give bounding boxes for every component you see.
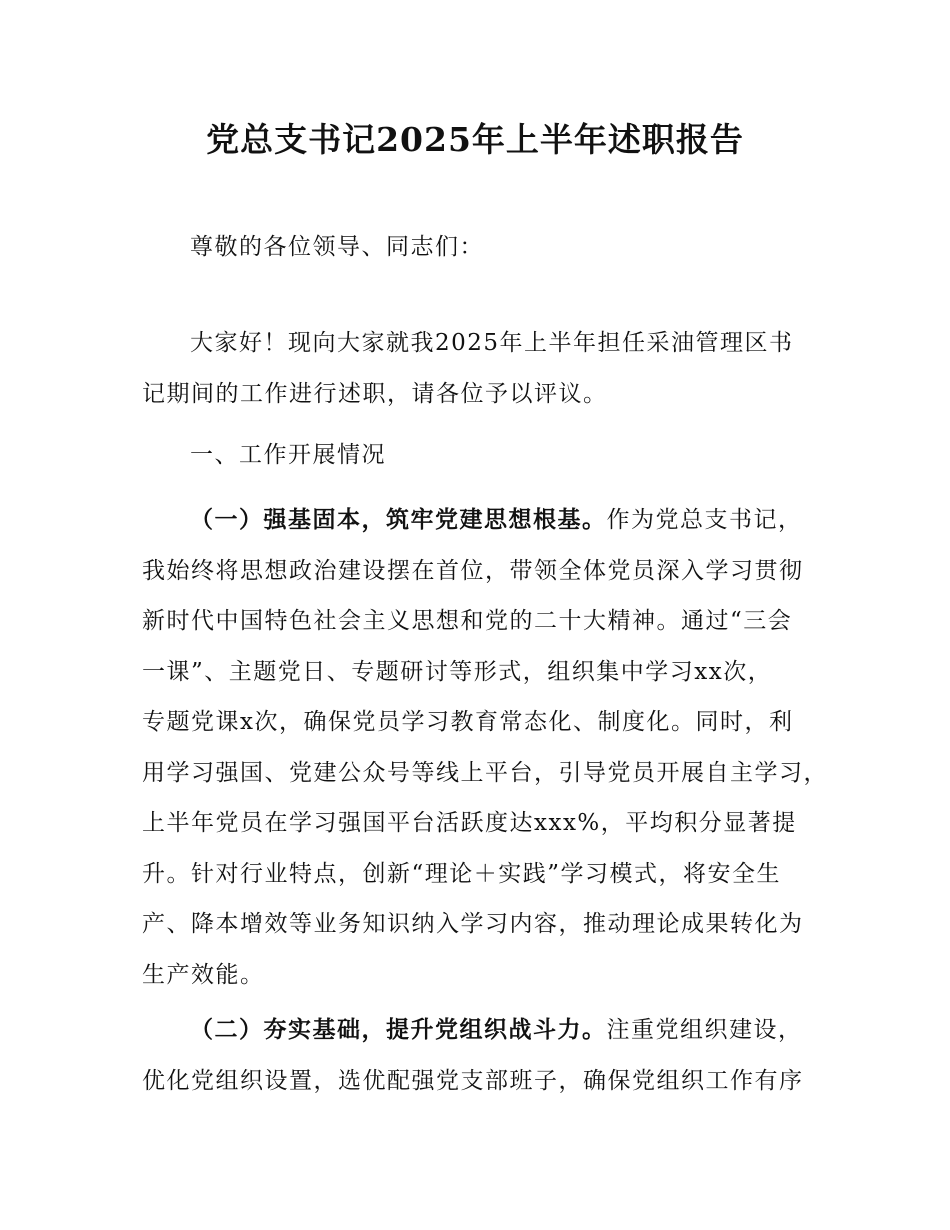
section-1-lead-text: 作为党总支书记，	[606, 507, 803, 533]
section-heading	[142, 430, 832, 481]
paragraph-line: 专题党课x次，确保党员学习教育常态化、制度化。同时，利	[142, 709, 794, 735]
section-1-paragraph	[142, 495, 832, 1000]
section-heading-text: 一、工作开展情况	[190, 442, 386, 468]
paragraph-line: 上半年党员在学习强国平台活跃度达xxx%，平均积分显著提	[142, 810, 797, 836]
paragraph-line: 用学习强国、党建公众号等线上平台，引导党员开展自主学习，	[142, 759, 828, 786]
section-1-subheading: （一）强基固本，筑牢党建思想根基。	[190, 506, 607, 533]
paragraph-line: 新时代中国特色社会主义思想和党的二十大精神。通过“三会	[142, 608, 793, 634]
section-1-first-line	[142, 495, 832, 546]
intro-line: 记期间的工作进行述职，请各位予以评议。	[142, 380, 608, 407]
salutation-paragraph	[142, 222, 832, 273]
document-title: 党总支书记2025年上半年述职报告	[206, 120, 744, 159]
paragraph-line: 升。针对行业特点，创新“理论＋实践”学习模式，将安全生	[142, 860, 782, 887]
paragraph-line: 优化党组织设置，选优配强党支部班子，确保党组织工作有序	[142, 1067, 804, 1094]
paragraph-line: 我始终将思想政治建设摆在首位，带领全体党员深入学习贯彻	[142, 557, 804, 584]
section-2-paragraph	[142, 1005, 832, 1106]
paragraph-line: 产、降本增效等业务知识纳入学习内容，推动理论成果转化为	[142, 911, 804, 937]
intro-paragraph	[142, 318, 832, 419]
intro-line: 大家好！现向大家就我2025年上半年担任采油管理区书	[190, 330, 794, 356]
section-2-lead-text: 注重党组织建设，	[606, 1017, 803, 1043]
section-2-first-line	[142, 1005, 832, 1056]
salutation-text: 尊敬的各位领导、同志们：	[190, 234, 484, 260]
paragraph-line: 生产效能。	[142, 961, 265, 988]
section-2-subheading: （二）夯实基础，提升党组织战斗力。	[190, 1016, 607, 1043]
paragraph-line: 一课”、主题党日、专题研讨等形式，组织集中学习xx次，	[142, 658, 773, 685]
